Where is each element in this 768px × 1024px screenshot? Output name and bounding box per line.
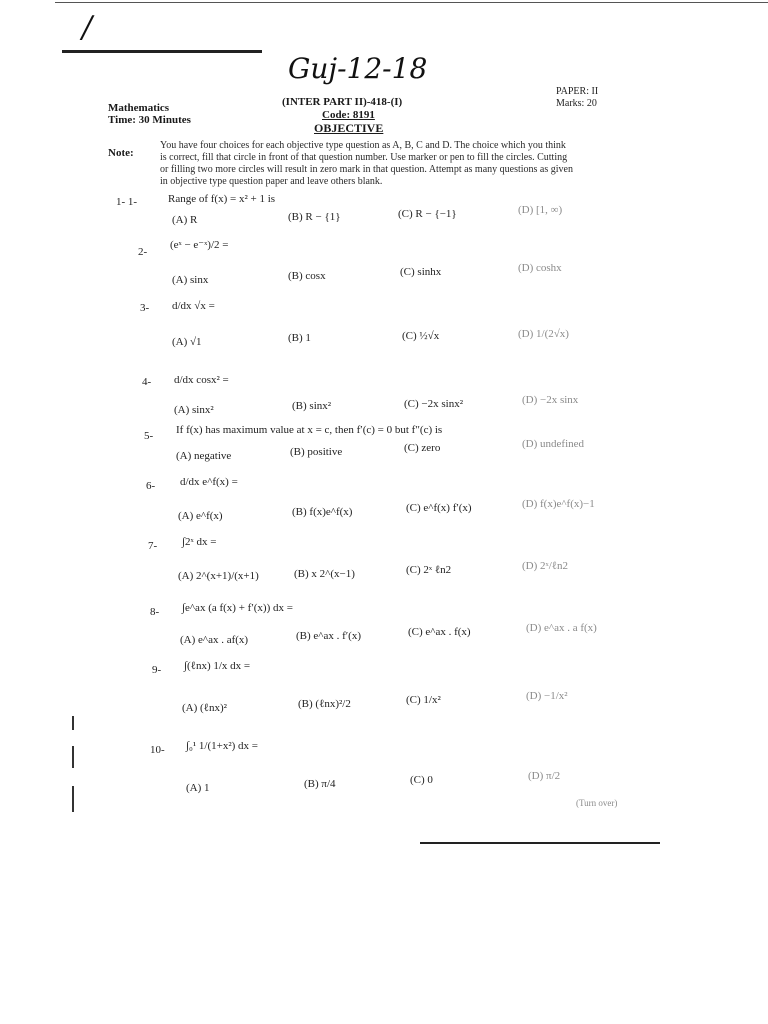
- option-a: (A) negative: [176, 450, 232, 462]
- option-a: (A) 2^(x+1)/(x+1): [178, 570, 259, 582]
- option-c: (C) e^f(x) f′(x): [406, 502, 472, 514]
- note-text: [160, 140, 620, 188]
- question-stem: d/dx e^f(x) =: [180, 476, 238, 488]
- top-border-line: [55, 2, 768, 3]
- option-c: (C) sinhx: [400, 266, 442, 278]
- option-c: (C) R − {−1}: [398, 208, 457, 220]
- option-d: (D) −2x sinx: [522, 394, 579, 406]
- question-stem: ∫₀¹ 1/(1+x²) dx =: [186, 740, 258, 752]
- question-number: 3-: [140, 302, 150, 314]
- scan-margin-mark: [72, 716, 74, 730]
- note-line: in objective type question paper and leave others blank.: [160, 176, 383, 187]
- scan-margin-mark: [72, 786, 74, 812]
- paper-number: PAPER: II: [556, 86, 599, 97]
- question-number: 8-: [150, 606, 160, 618]
- question-number: 10-: [150, 744, 165, 756]
- handwritten-code: Guj-12-18: [288, 52, 428, 85]
- note-line: is correct, fill that circle in front of that question number. Use marker or pen to fill the circles. Cutting: [160, 152, 568, 163]
- option-a: (A) 1: [186, 782, 210, 794]
- question-number: 7-: [148, 540, 158, 552]
- question-stem: (eˣ − e⁻ˣ)/2 =: [170, 239, 229, 251]
- option-b: (B) positive: [290, 446, 343, 458]
- question-stem: ∫2ˣ dx =: [182, 536, 217, 548]
- option-a: (A) (ℓnx)²: [182, 702, 227, 714]
- option-a: (A) √1: [172, 336, 202, 348]
- section-title: OBJECTIVE: [314, 121, 384, 135]
- marks-label: Marks: 20: [556, 98, 597, 109]
- option-a: (A) R: [172, 214, 198, 226]
- option-b: (B) π/4: [304, 778, 336, 790]
- note-line: or filling two more circles will result in zero mark in that question. Attempt as many questions as given: [160, 164, 573, 175]
- option-b: (B) 1: [288, 332, 311, 344]
- option-b: (B) x 2^(x−1): [294, 568, 355, 580]
- option-d: (D) π/2: [528, 770, 561, 782]
- header-rule: [62, 50, 262, 53]
- option-c: (C) zero: [404, 442, 441, 454]
- question-number: 6-: [146, 480, 156, 492]
- option-c: (C) −2x sinx²: [404, 398, 464, 410]
- note-label: Note:: [108, 147, 134, 159]
- option-d: (D) coshx: [518, 262, 562, 274]
- footer-rule: [420, 842, 660, 844]
- option-d: (D) −1/x²: [526, 690, 568, 702]
- option-b: (B) f(x)e^f(x): [292, 506, 353, 518]
- question-stem: ∫(ℓnx) 1/x dx =: [184, 660, 251, 672]
- option-b: (B) cosx: [288, 270, 326, 282]
- option-d: (D) undefined: [522, 438, 585, 450]
- option-c: (C) 1/x²: [406, 694, 441, 706]
- option-c: (C) e^ax . f(x): [408, 626, 471, 638]
- question-stem: d/dx √x =: [172, 300, 215, 312]
- option-d: (D) 2ˣ/ℓn2: [522, 560, 569, 572]
- paper-title: (INTER PART II)-418-(I): [282, 96, 403, 108]
- option-b: (B) sinx²: [292, 400, 332, 412]
- option-c: (C) ½√x: [402, 330, 440, 342]
- option-c: (C) 2ˣ ℓn2: [406, 564, 452, 576]
- question-number: 4-: [142, 376, 152, 388]
- option-c: (C) 0: [410, 774, 433, 786]
- option-a: (A) sinx²: [174, 404, 214, 416]
- turn-over-label: (Turn over): [576, 798, 618, 808]
- option-d: (D) e^ax . a f(x): [526, 622, 597, 634]
- question-number: 5-: [144, 430, 154, 442]
- option-a: (A) e^f(x): [178, 510, 223, 522]
- paper-code: Code: 8191: [322, 109, 375, 121]
- question-number: 2-: [138, 246, 148, 258]
- subject-label: Mathematics: [108, 102, 170, 114]
- question-stem: Range of f(x) = x² + 1 is: [168, 193, 276, 205]
- option-b: (B) (ℓnx)²/2: [298, 698, 351, 710]
- option-b: (B) e^ax . f′(x): [296, 630, 361, 642]
- question-number: 9-: [152, 664, 162, 676]
- question-stem: If f(x) has maximum value at x = c, then f′(c) = 0 but f″(c) is: [176, 424, 443, 436]
- option-d: (D) [1, ∞): [518, 204, 563, 216]
- scan-margin-mark: [72, 746, 74, 768]
- option-a: (A) sinx: [172, 274, 209, 286]
- time-label: Time: 30 Minutes: [108, 114, 191, 126]
- handwritten-tick: /: [82, 10, 93, 45]
- option-d: (D) f(x)e^f(x)−1: [522, 498, 595, 510]
- note-line: You have four choices for each objective type question as A, B, C and D. The choice which you think: [160, 140, 566, 151]
- question-stem: ∫e^ax (a f(x) + f′(x)) dx =: [182, 602, 293, 614]
- question-number: 1- 1-: [116, 196, 138, 208]
- option-a: (A) e^ax . af(x): [180, 634, 249, 646]
- question-stem: d/dx cosx² =: [174, 374, 229, 386]
- option-b: (B) R − {1}: [288, 211, 341, 223]
- option-d: (D) 1/(2√x): [518, 328, 569, 340]
